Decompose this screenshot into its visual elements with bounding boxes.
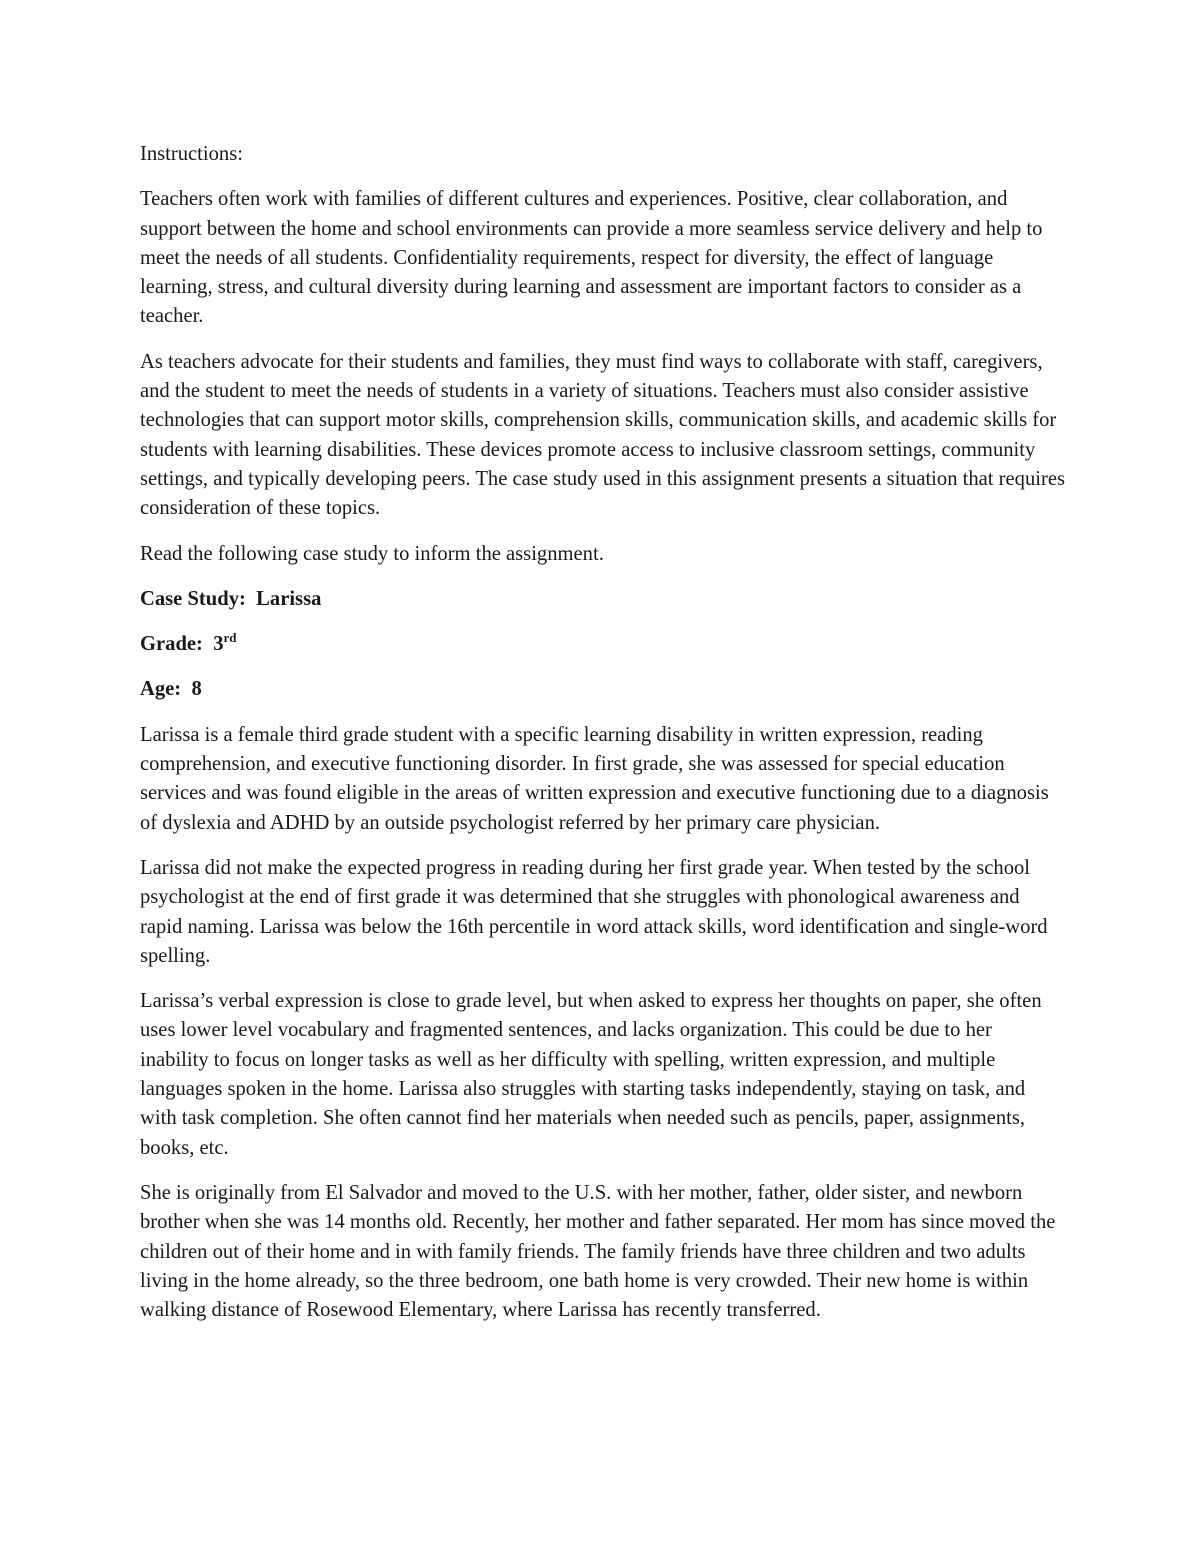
age-label: Age: <box>140 678 182 701</box>
age-value: 8 <box>191 678 202 701</box>
grade-suffix: rd <box>223 630 237 646</box>
intro-paragraph-3: Read the following case study to inform the assignment. <box>140 542 604 565</box>
age-line <box>140 675 1065 704</box>
intro-paragraph-1: Teachers often work with families of different cultures and experiences. Positive, clear collaboration, and support between the home and school environments can provide a more seamless service delivery and help to meet the needs of all students. Confidentiality requirements, respect for diversity, the effect of language learning, stress, and cultural diversity during learning and assessment are important factors to consider as a teacher. <box>140 188 1043 328</box>
body-paragraph-4: She is originally from El Salvador and moved to the U.S. with her mother, father, older sister, and newborn brother when she was 14 months old. Recently, her mother and father separated. Her mom has since moved the children out of their home and in with family friends. The family friends have three children and two adults living in the home already, so the three bedroom, one bath home is very crowded. Their new home is within walking distance of Rosewood Elementary, where Larissa has recently transferred. <box>140 1181 1056 1322</box>
case-study-heading <box>140 585 1065 614</box>
case-study-label: Case Study: <box>140 587 246 610</box>
body-paragraph-2: Larissa did not make the expected progress in reading during her first grade year. When tested by the school psychologist at the end of first grade it was determined that she struggles with phonological awareness and rapid naming. Larissa was below the 16th percentile in word attack skills, word identification and single-word spelling. <box>140 856 1048 967</box>
grade-value: 3 <box>213 633 224 656</box>
grade-line <box>140 630 1065 659</box>
intro-paragraph-2: As teachers advocate for their students and families, they must find ways to collaborate with staff, caregivers, and the student to meet the needs of students in a variety of situations. Teachers must also consider assistive technologies that can support motor skills, comprehension skills, communication skills, and academic skills for students with learning disabilities. These devices promote access to inclusive classroom settings, community settings, and typically developing peers. The case study used in this assignment presents a situation that requires consideration of these topics. <box>140 350 1065 520</box>
body-paragraph-3: Larissa’s verbal expression is close to grade level, but when asked to express her thoughts on paper, she often uses lower level vocabulary and fragmented sentences, and lacks organization. This could be due to her inability to focus on longer tasks as well as her difficulty with spelling, written expression, and multiple languages spoken in the home. Larissa also struggles with starting tasks independently, staying on task, and with task completion. She often cannot find her materials when needed such as pencils, paper, assignments, books, etc. <box>140 990 1042 1159</box>
grade-label: Grade: <box>140 633 203 656</box>
case-study-name: Larissa <box>256 587 322 610</box>
body-paragraph-1: Larissa is a female third grade student with a specific learning disability in written expression, reading comprehension, and executive functioning disorder. In first grade, she was assessed for special education services and was found eligible in the areas of written expression and executive functioning due to a diagnosis of dyslexia and ADHD by an outside psychologist referred by her primary care physician. <box>140 723 1049 834</box>
document-page <box>140 140 1065 1341</box>
instructions-label: Instructions: <box>140 143 243 165</box>
